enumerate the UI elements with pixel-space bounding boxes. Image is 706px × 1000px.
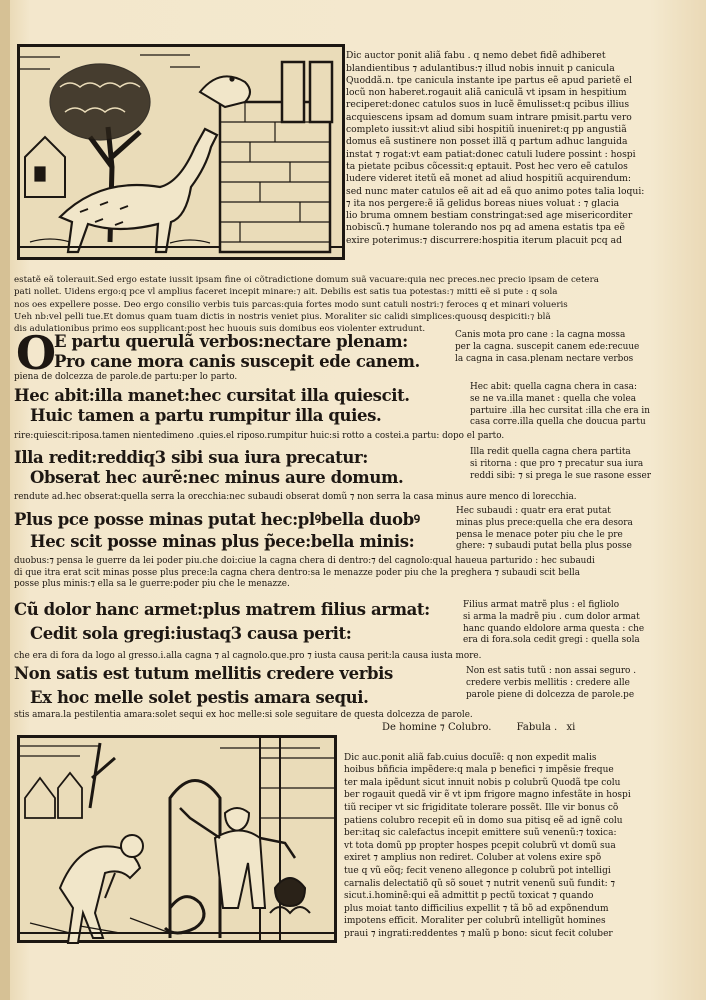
verse-line: Cũ dolor hanc armet:plus matrem filius armat:	[14, 600, 430, 619]
continuation-line: pati nollet. Uidens ergo:q pce vl amplius faceret incepit minare:⁊ ait. Debilis est satis tua potestas:⁊ mitti eẽ si pute : q sola	[14, 287, 558, 298]
gloss-under-c: duobus:⁊ pensa le guerre da lei poder piu.che doi:ciue la cagna chera di dentro:⁊ del cagnolo:qual haueua parturido : hec subaudi di que itra erat scit minas posse plus prece:la cagna chera dentro:sa le menazze poder piu che la preghera ⁊ subaudi scit bella posse plus minis:⁊ ella sa le guerre:poder piu che le menazze.	[14, 556, 595, 590]
fable-intro-line: ta pietate pcibus cõcessit:q eptauit. Post hec vero eẽ catulos	[346, 160, 628, 172]
fable-number: xi	[566, 722, 576, 733]
verse-line: Plus pce posse minas putat hec:plꝰbella duobꝰ	[14, 510, 420, 529]
fable-intro-line: Quoddã.n. tpe canicula instante ipe partus eẽ apud parietẽ el	[346, 74, 633, 86]
fable-two-line: tiũ reciper vt sic frigiditate tolerare possẽt. Ille vir bonus cõ	[344, 802, 619, 813]
gloss-side-e: Non est satis tutũ : non assai seguro . credere verbis mellitis : credere alle parole piene di dolcezza de parole.pe	[466, 666, 637, 700]
fable-two-line: vt tota domũ pp propter hospes pcepit colubrũ vt domũ sua	[344, 840, 616, 851]
fable-two-line: ber rogauit quedã vir ẽ vt ipm frigore magno infestãte in hospi	[344, 790, 631, 801]
fable-intro-line: exire poterimus:⁊ discurrere:hospitia iterum placuit pcq ad	[346, 234, 622, 246]
continuation-line: estatẽ eã tolerauit.Sed ergo estate iussit ipsam fine oi cõtradictione domum suã vacuare:quia nec preces.nec precio ipsam de cetera	[14, 275, 599, 286]
fable-heading-title: De homine ⁊ Colubro.	[382, 722, 492, 733]
page-gutter	[0, 0, 10, 1000]
fable-intro-line: sed nunc mater catulos eẽ ait ad eã quo animo potes talia loqui:	[346, 185, 645, 197]
fable-two-line: ter mala ipẽdunt sicut innuit nobis p colubrũ Quodã tpe colu	[344, 777, 621, 788]
continuation-line: nos oes expellere posse. Deo ergo consilio verbis tuis parcas:quia fortes modo sunt catuli nostri:⁊ feroces q et minari volueris	[14, 299, 568, 310]
verse-line: Obserat hec aurẽ:nec minus aure domum.	[30, 468, 404, 487]
gloss-under-a: rire:quiescit:riposa.tamen nientedimeno .quies.el riposo.rumpitur huic:si rotto a costei.a partu: dopo el parto.	[14, 431, 505, 441]
gloss-under-e: stis amara.la pestilentia amara:solet sequi ex hoc melle:si sole seguitare de questa dolcezza de parole.	[14, 710, 473, 720]
man-snake-woodcut-drawing	[20, 738, 334, 940]
verse-line: Cedit sola gregi:iustaq3 causa perit:	[30, 624, 352, 643]
fable-two-line: ber:itaq sic calefactus incepit emittere suũ venenũ:⁊ toxica:	[344, 828, 617, 839]
dog-tower-woodcut-drawing	[20, 47, 342, 257]
woodcut-dog-illustration	[17, 44, 345, 260]
gloss-under-d: che era di fora da logo al gresso.i.alla cagna ⁊ al cagnolo.que.pro ⁊ iusta causa perit:la causa iusta more.	[14, 651, 482, 661]
fable-intro-line: blandientibus ⁊ adulantibus:⁊ illud nobis innuit p canicula	[346, 62, 615, 74]
fable-intro-line: ⁊ ita nos pergere:ẽ iã gelidus boreas niues voluat : ⁊ glacia	[346, 197, 620, 209]
fable-intro-text	[346, 38, 688, 260]
decorated-initial: O	[16, 326, 57, 380]
verse-line: Non satis est tutum mellitis credere verbis	[14, 664, 393, 683]
fable-two-line: hoibus bñficia impẽdere:q mala p benefici ⁊ impẽsie freque	[344, 765, 614, 776]
fable-two-line: carnalis delectatiõ qũ sõ souet ⁊ nutrit venenũ suũ fundit: ⁊	[344, 878, 615, 889]
gloss-under: piena de dolcezza de parole.de partu:per lo parto.	[14, 372, 238, 382]
fable-intro-line: reciperet:donec catulos suos in lucẽ ẽmulisset:q pcibus illius	[346, 99, 630, 111]
fable-intro-line: locũ non haberet.rogauit aliã caniculã vt ipsam in hespitium	[346, 87, 627, 99]
fable-two-text	[344, 739, 692, 939]
fable-intro-line: instat ⁊ rogat:vt eam patiat:donec catuli ludere possint : hospi	[346, 148, 636, 160]
fable-intro-line: completo iussit:vt aliud sibi hospitiũ inueniret:q pp angustiã	[346, 124, 627, 136]
fable-continuation-text	[14, 262, 692, 335]
fable-two-line: exiret ⁊ amplius non rediret. Coluber at volens exire spõ	[344, 853, 602, 864]
fable-intro-line: acquiescens ipsam ad domum suam intrare pmisit.partu vero	[346, 111, 632, 123]
woodcut-man-snake-illustration	[17, 735, 337, 943]
fable-heading	[382, 722, 575, 733]
fable-two-line: tue q vũ eõq; fecit veneno allegonce p colubrũ pot intelligi	[344, 865, 611, 876]
verse-line: Hec abit:illa manet:hec cursitat illa quiescit.	[14, 386, 410, 405]
fable-two-line: Dic auc.ponit aliã fab.cuius docuĩẽ: q non expedit malis	[344, 752, 597, 763]
fable-intro-line: domus eã sustinere non posset illã q partum adhuc languida	[346, 136, 628, 148]
verse-line: E partu querulã verbos:nectare plenam:	[54, 332, 408, 351]
gloss-right: Canis mota pro cane : la cagna mossa per la cagna. suscepit canem ede:recuue la cagna in casa.plenam nectare verbos	[455, 330, 640, 364]
verse-line: Ex hoc melle solet pestis amara sequi.	[30, 688, 369, 707]
fable-intro-line: lio bruma omnem bestiam constringat:sed age misericorditer	[346, 210, 633, 222]
gloss-side-b: Illa redit quella cagna chera partita si ritorna : que pro ⁊ precatur sua iura reddi sibi: ⁊ si prega le sue rasone esser	[470, 447, 651, 481]
fable-intro-line: Dic auctor ponit aliã fabu . q nemo debet fidẽ adhiberet	[346, 50, 606, 62]
gloss-side-a: Hec abit: quella cagna chera in casa: se ne va.illa manet : quella che volea partuire .illa hec cursitat :illa che era in casa corre.illa quella che doucua partu	[470, 382, 650, 428]
continuation-line: Ueh nb:vel pelli tue.Et domus quam tuam dictis in nostris veniet pius. Moraliter sic calidi simplices:quousq despiciti:⁊ blã	[14, 311, 551, 322]
verse-line: Hec scit posse minas plus p̃ece:bella minis:	[30, 532, 415, 551]
fable-intro-line: nobiscũ.⁊ humane tolerando nos pq ad amena estatis tpa eẽ	[346, 222, 625, 234]
gloss-side-c: Hec subaudi : quatr era erat putat minas plus prece:quella che era desora pensa le menace poter piu che le pre ghere: ⁊ subaudi putat bella plus posse	[456, 506, 633, 552]
fable-two-line: impotens efficit. Moraliter per colubrũ intelligũt homines	[344, 916, 606, 927]
gloss-under-b: rendute ad.hec obserat:quella serra la orecchia:nec subaudi obserat domũ ⁊ non serra la casa minus aure menco di lorecchia.	[14, 492, 577, 502]
fable-two-line: patiens colubro recepit eũ in domo sua pitisq eẽ ad ignẽ colu	[344, 815, 623, 826]
fable-two-line: praui ⁊ ingrati:reddentes ⁊ malũ p bono: sicut fecit coluber	[344, 928, 613, 939]
fable-two-line: sicut.i.hominẽ:qui eã admittit p pectũ toxicat ⁊ quando	[344, 891, 594, 902]
fable-two-line: plus moiat tanto difficilius expellit ⁊ tã bõ ad expõnendum	[344, 903, 609, 914]
verse-line: Huic tamen a partu rumpitur illa quies.	[30, 406, 382, 425]
continuation-line: dis adulationibus primo eos supplicant:post hec huouis suis domibus eos violenter extrudunt.	[14, 324, 426, 335]
fable-intro-line: ludere videret itetũ eã monet ad aliud hospitiũ acquirendum:	[346, 173, 631, 185]
gloss-side-d: Filius armat matrẽ plus : el figliolo si arma la madrẽ piu . cum dolor armat hanc quando eldolore arma questa : che era di fora.sola cedit gregi : quella sola	[463, 600, 645, 646]
verse-line: Illa redit:reddiq3 sibi sua iura precatur:	[14, 448, 368, 467]
fable-label: Fabula .	[516, 722, 558, 733]
verse-line: Pro cane mora canis suscepit ede canem.	[54, 352, 420, 371]
